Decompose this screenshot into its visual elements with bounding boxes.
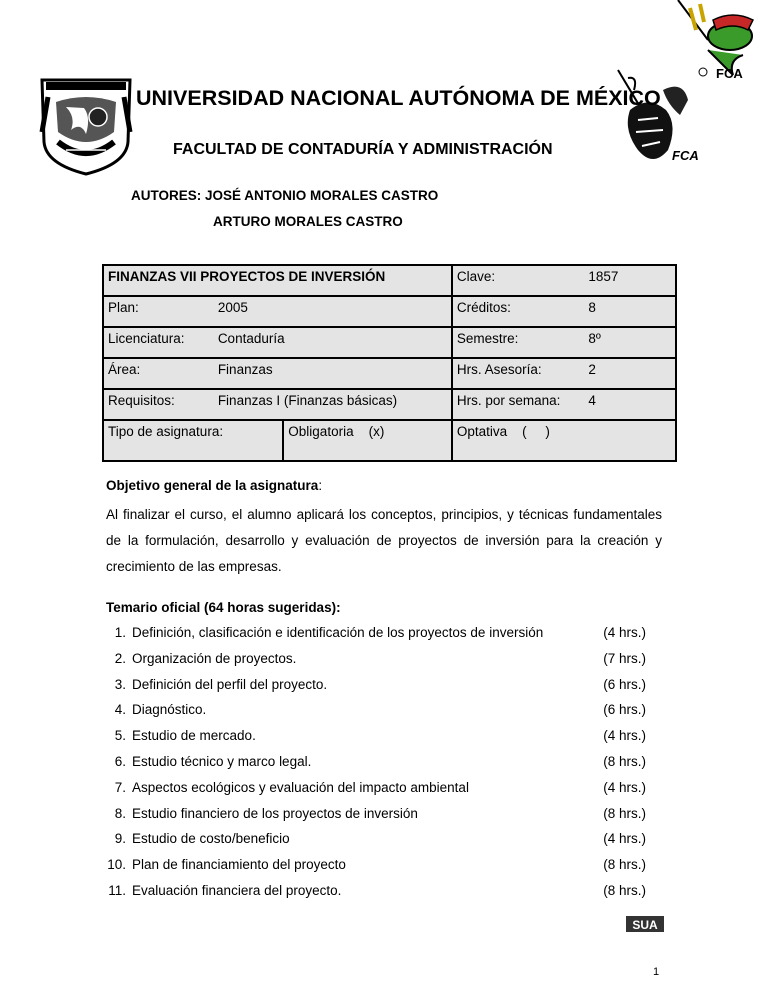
area-label: Área:	[103, 358, 214, 389]
list-item: 5. Estudio de mercado. (4 hrs.)	[114, 728, 646, 744]
plan-label: Plan:	[103, 296, 214, 327]
licenciatura-value: Contaduría	[214, 327, 452, 358]
list-item: 9. Estudio de costo/beneficio (4 hrs.)	[114, 831, 646, 847]
list-item: 6. Estudio técnico y marco legal. (8 hrs.)	[114, 753, 646, 769]
optativa-option: Optativa ( )	[452, 420, 676, 461]
area-value: Finanzas	[214, 358, 452, 389]
svg-text:SUA: SUA	[632, 918, 658, 932]
creditos-value: 8	[584, 296, 676, 327]
asesoria-label: Hrs. Asesoría:	[452, 358, 585, 389]
list-item: 11. Evaluación financiera del proyecto. (8 hrs.)	[108, 882, 646, 898]
semestre-label: Semestre:	[452, 327, 585, 358]
clave-label: Clave:	[452, 265, 585, 296]
objective-heading: Objetivo general de la asignatura:	[106, 478, 323, 493]
page-number: 1	[653, 966, 660, 978]
clave-value: 1857	[584, 265, 676, 296]
asesoria-value: 2	[584, 358, 676, 389]
requisitos-value: Finanzas I (Finanzas básicas)	[214, 389, 452, 420]
requisitos-label: Requisitos:	[103, 389, 214, 420]
unam-seal-logo	[36, 72, 136, 177]
list-item: 10. Plan de financiamiento del proyecto (8 hrs.)	[107, 857, 646, 873]
sua-logo	[626, 912, 664, 936]
plan-value: 2005	[214, 296, 452, 327]
list-item: 3. Definición del perfil del proyecto. (6 hrs.)	[114, 676, 646, 692]
hrs-semana-value: 4	[584, 389, 676, 420]
list-item: 2. Organización de proyectos. (7 hrs.)	[114, 650, 646, 666]
obligatoria-option: Obligatoria (x)	[283, 420, 452, 461]
course-title: FINANZAS VII PROYECTOS DE INVERSIÓN	[103, 265, 452, 296]
tipo-label: Tipo de asignatura:	[103, 420, 283, 461]
svg-text:FCA: FCA	[716, 66, 743, 81]
creditos-label: Créditos:	[452, 296, 585, 327]
hrs-semana-label: Hrs. por semana:	[452, 389, 585, 420]
faculty-title: FACULTAD DE CONTADURÍA Y ADMINISTRACIÓN	[173, 141, 553, 158]
syllabus-list	[106, 625, 646, 909]
list-item: 4. Diagnóstico. (6 hrs.)	[114, 702, 646, 718]
syllabus-heading: Temario oficial (64 horas sugeridas):	[106, 600, 341, 615]
objective-body: Al finalizar el curso, el alumno aplicará los conceptos, principios, y técnicas fundamentales de la formulación, desarrollo y evaluación de proyectos de inversión para la creación y crecimiento de las empresas.	[106, 507, 662, 574]
authors-line-2: ARTURO MORALES CASTRO	[213, 214, 403, 229]
course-info-table	[102, 264, 677, 462]
list-item: 8. Estudio financiero de los proyectos de inversión (8 hrs.)	[114, 805, 646, 821]
authors-line-1: AUTORES: JOSÉ ANTONIO MORALES CASTRO	[131, 188, 439, 203]
university-title: UNIVERSIDAD NACIONAL AUTÓNOMA DE MÉXICO	[136, 86, 661, 110]
semestre-value: 8º	[584, 327, 676, 358]
list-item: 7. Aspectos ecológicos y evaluación del impacto ambiental (4 hrs.)	[114, 779, 646, 795]
licenciatura-label: Licenciatura:	[103, 327, 214, 358]
svg-text:FCA: FCA	[672, 148, 699, 163]
list-item: 1. Definición, clasificación e identificación de los proyectos de inversión (4 hrs.)	[114, 625, 646, 640]
